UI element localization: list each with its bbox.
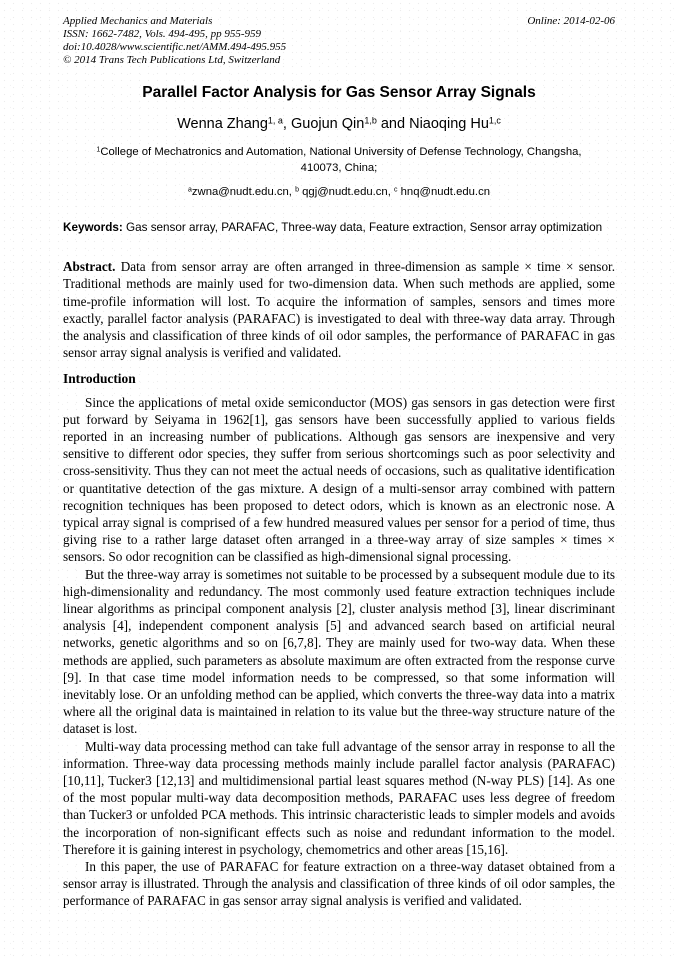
abstract-label: Abstract. [63,259,116,275]
journal-doi: doi:10.4028/www.scientific.net/AMM.494-495.955 [63,40,287,53]
author-1-name: Wenna Zhang [177,115,268,132]
author-separator-1: , [282,115,291,132]
journal-copyright: © 2014 Trans Tech Publications Ltd, Switzerland [63,53,281,66]
email-3-mark: c [394,186,398,194]
author-1-affiliation-mark: 1, a [267,115,283,126]
author-3-affiliation-mark: 1,c [488,115,501,126]
intro-paragraph-2: But the three-way array is sometimes not suitable to be processed by a subsequent module due to its high-dimensionality and redundancy. The most commonly used feature extraction techniques include linear algorithms as principal component analysis [2], cluster analysis method [3], linear discriminant analysis [4], independent component analysis [5] and advanced search based on artificial neural networks, genetic algorithms and so on [6,7,8]. They are mainly used for two-way data. When these methods are applied, such parameters as absolute maximum are often extracted from the response curve [9]. In that case time model information needs to be compressed, so that some information will inevitably lose. Or an unfolding method can be applied, which converts the three-way data into a matrix where all the original data is maintained in relation to its value but the three-way structure nature of the dataset is lost. [63,566,615,737]
abstract-block [63,258,615,361]
affiliation-text: College of Mechatronics and Automation, National University of Defense Technology, Changsha, [100,145,582,158]
author-2-name: Guojun Qin [290,115,365,132]
section-heading-introduction: Introduction [63,371,136,387]
intro-paragraph-1: Since the applications of metal oxide semiconductor (MOS) gas sensors in gas detection were first put forward by Seiyama in 1962[1], gas sensors have been successfully applied to various fields reported in an increasing number of publications. Although gas sensors are inexpensive and very sensitive to different odor species, they suffer from serious shortcomings such as poor selectivity and cross-sensitivity. Thus they can not meet the actual needs of occasions, such as qualitative identification or quantitative detection of the gas mixture. A design of a multi-sensor array combined with pattern recognition techniques has been proposed to detect odors, which is known as an electronic nose. A typical array signal is comprised of a few hundred measured values per sensor for a period of time, thus giving rise to a rather large dataset often arranged in a three-way array of size samples × times × sensors. So odor recognition can be classified as high-dimensional signal processing. [63,394,615,565]
keywords-text: Gas sensor array, PARAFAC, Three-way data, Feature extraction, Sensor array optimization [122,220,603,234]
keywords-label: Keywords: [63,220,123,234]
email-2-address: qgj@nudt.edu.cn, [298,185,394,198]
intro-paragraph-3: Multi-way data processing method can take full advantage of the sensor array in response to all the information. Three-way data processing methods mainly include parallel factor analysis (PARAFAC) [10,11], Tucker3 [12,13] and multidimensional partial least squares method (N-way PLS) [14]. As one of the most popular multi-way data decomposition methods, PARAFAC uses less degree of freedom than Tucker3 or unfolded PCA methods. This intrinsic characteristic leads to simpler models and avoids the incorporation of non-significant effects such as noise and redundant information to the model. Therefore it is gaining interest in psychology, chemometrics and other areas [15,16]. [63,738,615,857]
email-1-address: zwna@nudt.edu.cn, [191,185,296,198]
affiliation [63,144,615,177]
journal-name: Applied Mechanics and Materials [63,15,213,27]
email-3-address: hnq@nudt.edu.cn [397,185,490,198]
intro-paragraph-4: In this paper, the use of PARAFAC for feature extraction on a three-way dataset obtained from a sensor array is illustrated. Through the analysis and classification of three kinds of oil odor samples, the performance of PARAFAC in gas sensor array signal analysis is verified and validated. [63,859,615,909]
email-2-mark: b [295,186,299,194]
paper-title: Parallel Factor Analysis for Gas Sensor Array Signals [142,83,536,101]
journal-info-block [63,15,286,67]
affiliation-line-2: 410073, China; [300,162,378,175]
author-separator-2: and [376,115,410,132]
journal-header [63,15,615,67]
affiliation-mark: 1 [96,146,101,154]
author-2-affiliation-mark: 1,b [364,115,377,126]
abstract-text: Data from sensor array are often arranged in three-dimension as sample × time × sensor. Traditional methods are mainly used for two-dimension data. When such methods are applied, some time-profile information will lost. To acquire the information of samples, sensors and times more exactly, parallel factor analysis (PARAFAC) is investigated to deal with three-way data array. Through the analysis and classification of three kinds of oil odor samples, the performance of PARAFAC in gas sensor array signal analysis is verified and validated. [63,259,615,361]
online-date: Online: 2014-02-06 [527,15,615,27]
email-1-mark: a [188,186,192,194]
author-emails [63,186,615,198]
authors-line [63,116,615,132]
author-3-name: Niaoqing Hu [409,115,489,132]
affiliation-line-1 [63,144,615,161]
journal-issn-volume: ISSN: 1662-7482, Vols. 494-495, pp 955-959 [63,27,261,40]
keywords-block [63,220,615,236]
